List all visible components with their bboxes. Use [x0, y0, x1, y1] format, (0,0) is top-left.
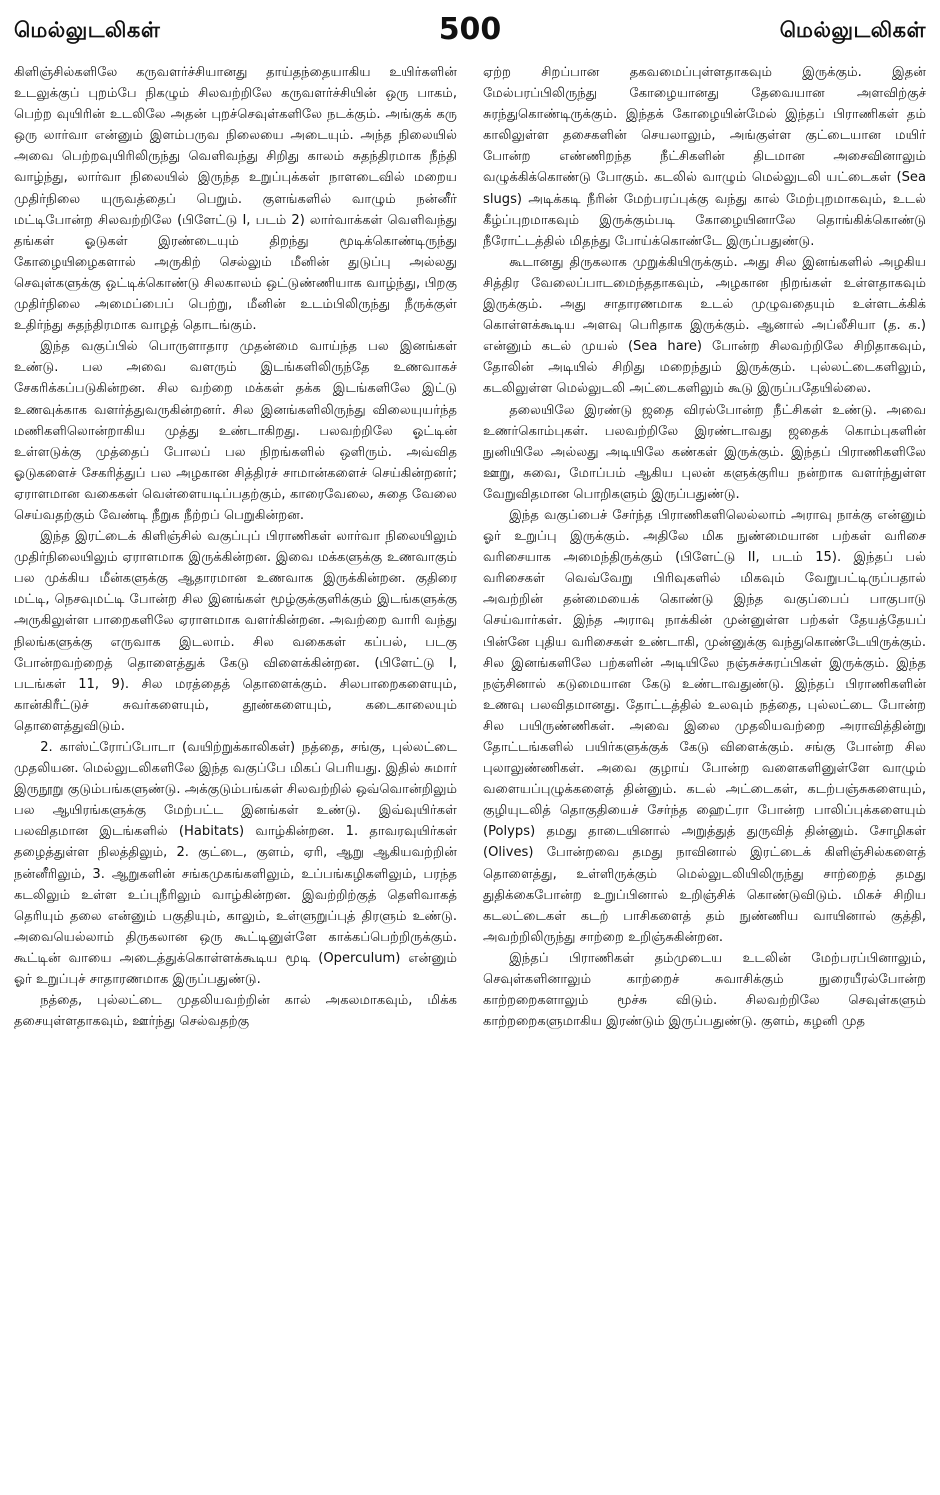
left-column — [14, 62, 457, 1487]
paragraph: 2. காஸ்ட்ரோப்போடா (வயிற்றுக்காலிகள்) நத்தை, சங்கு, புல்லட்டை முதலியன. மெல்லுடலிகளிலே இந்த வகுப்பே மிகப் பெரியது. இதில் சுமார் இருநூறு குடும்பங்களுண்டு. அக்குடும்பங்கள் சிலவற்றில் ஒவ்வொன்றிலும் பல ஆயிரங்களுக்கு மேற்பட்ட இனங்கள் உண்டு. இவ்வுயிர்கள் பலவிதமான இடங்களில் (Habitats) வாழ்கின்றன. 1. தாவரவுயிர்கள் தழைத்துள்ள நிலத்திலும், 2. குட்டை, குளம், ஏரி, ஆறு ஆகியவற்றின் நன்னீரிலும், 3. ஆறுகளின் சங்கமுகங்களிலும், உப்பங்கழிகளிலும், பரந்த கடலிலும் உள்ள உப்புநீரிலும் வாழ்கின்றன. இவற்றிற்குத் தெளிவாகத் தெரியும் தலை என்னும் பகுதியும், காலும், உள்ளுறுப்புத் திரளும் உண்டு. அவையெல்லாம் திருகலான ஒரு கூட்டினுள்ளே காக்கப்பெற்றிருக்கும். கூட்டின் வாயை அடைத்துக்கொள்ளக்கூடிய மூடி (Operculum) என்னும் ஓர் உறுப்புச் சாதாரணமாக இருப்பதுண்டு. — [14, 740, 457, 988]
paragraph: இந்த இரட்டைக் கிளிஞ்சில் வகுப்புப் பிராணிகள் லார்வா நிலையிலும் முதிர்நிலையிலும் ஏராளமாக இருக்கின்றன. இவை மக்களுக்கு உணவாகும் பல முக்கிய மீன்களுக்கு ஆதாரமான உணவாக இருக்கின்றன. குதிரை மட்டி, நெசவுமட்டி போன்ற சில இனங்கள் மூழ்குக்குளிக்கும் இடங்களுக்கு அருகிலுள்ள பாறைகளிலே ஏராளமாக வளர்கின்றன. அவற்றை வாரி வந்து நிலங்களுக்கு எருவாக இடலாம். சில வகைகள் கப்பல், படகு போன்றவற்றைத் தொளைத்துக் கேடு விளைக்கின்றன. (பிளேட்டு I, படங்கள் 11, 9). சில மரத்தைத் தொளைக்கும். சிலபாறைகளையும், கான்கிரீட்டுச் சுவர்களையும், தூண்களையும், கடைகாலையும் தொளைத்துவிடும். — [14, 529, 457, 734]
paragraph: ஏற்ற சிறப்பான தகவமைப்புள்ளதாகவும் இருக்கும். இதன் மேல்பரப்பிலிருந்து கோழையானது தேவையான அளவிற்குச் சுரந்துகொண்டிருக்கும். இந்தக் கோழையின்மேல் இந்தப் பிராணிகள் தம் காலிலுள்ள தசைகளின் செயலாலும், அங்குள்ள குட்டையான மயிர் போன்ற எண்ணிறந்த நீட்சிகளின் திடமான அசைவினாலும் வழுக்கிக்கொண்டு போகும். கடலில் வாழும் மெல்லுடலி யட்டைகள் (Sea slugs) அடிக்கடி நீரின் மேற்பரப்புக்கு வந்து கால் மேற்புறமாகவும், உடல் கீழ்ப்புறமாகவும் இருக்கும்படி கோழையினாலே தொங்கிக்கொண்டு நீரோட்டத்தில் மிதந்து போய்க்கொண்டே இருப்பதுண்டு. — [483, 65, 926, 249]
paragraph: இந்த வகுப்பில் பொருளாதார முதன்மை வாய்ந்த பல இனங்கள் உண்டு. பல அவை வளரும் இடங்களிலிருந்தே உணவாகச் சேகரிக்கப்படுகின்றன. சில வற்றை மக்கள் தக்க இடங்களிலே இட்டு உணவுக்காக வளர்த்துவருகின்றனர். சில இனங்களிலிருந்து விலையுயர்ந்த மணிகளிலொன்றாகிய முத்து உண்டாகிறது. பலவற்றிலே ஓட்டின் உள்ளடுக்கு முத்தைப் போலப் பல நிறங்களில் ஒளிரும். அவ்வித ஓடுகளைச் சேகரித்துப் பல அழகான சித்திரச் சாமான்களைச் செய்கின்றனர்; ஏராளமான வகைகள் வெள்ளையடிப்பதற்கும், காரைவேலை, சுதை வேலை செய்வதற்கும் வேண்டி நீறுக நீற்றப் பெறுகின்றன. — [14, 339, 457, 523]
paragraph: கூடானது திருகலாக முறுக்கியிருக்கும். அது சில இனங்களில் அழகிய சித்திர வேலைப்பாடமைந்ததாகவும், அழகான நிறங்கள் உள்ளதாகவும் இருக்கும். அது சாதாரணமாக உடல் முழுவதையும் உள்ளடக்கிக் கொள்ளக்கூடிய அளவு பெரிதாக இருக்கும். ஆனால் அப்லீசியா (த. க.) என்னும் கடல் முயல் (Sea hare) போன்ற சிலவற்றிலே சிறிதாகவும், தோலின் அடியில் சிறிது மறைந்தும் இருக்கும். புல்லட்டைகளிலும், கடலிலுள்ள மெல்லுடலி அட்டைகளிலும் கூடு இருப்பதேயில்லை. — [483, 254, 926, 397]
paragraph: கிளிஞ்சில்களிலே கருவளர்ச்சியானது தாய்தந்தையாகிய உயிர்களின் உடலுக்குப் புறம்பே நிகழும் சிலவற்றிலே கருவளர்ச்சியின் ஒரு பாகம், பெற்ற வுயிரின் உடலிலே அதன் புறச்செவுள்களிலே நடக்கும். அங்குக் கரு ஒரு லார்வா என்னும் இளம்பருவ நிலையை அடையும். அந்த நிலையில் அவை பெற்றவுயிரிலிருந்து வெளிவந்து சிறிது காலம் சுதந்திரமாக நீந்தி வாழ்ந்து, லார்வா நிலையில் இருந்த உறுப்புக்கள் நாளடைவில் மறைய முதிர்நிலை யுருவத்தைப் பெறும். குளங்களில் வாழும் நன்னீர் மட்டிபோன்ற சிலவற்றிலே (பிளேட்டு I, படம் 2) லார்வாக்கள் வெளிவந்து தங்கள் ஓடுகள் இரண்டையும் திறந்து மூடிக்கொண்டிருந்து கோழையிழைகளால் அருகிற் செல்லும் மீனின் துடுப்பு அல்லது செவுள்களுக்கு ஒட்டிக்கொண்டு சிலகாலம் ஒட்டுண்ணியாக வாழ்ந்து, பிறகு முதிர்நிலை அமைப்பைப் பெற்று, மீனின் உடம்பிலிருந்து நீருக்குள் உதிர்ந்து சுதந்திரமாக வாழத் தொடங்கும். — [14, 65, 457, 334]
running-head-right: மெல்லுடலிகள் — [779, 17, 926, 42]
right-column — [483, 62, 926, 1487]
paragraph: இந்த வகுப்பைச் சேர்ந்த பிராணிகளிலெல்லாம் அராவு நாக்கு என்னும் ஓர் உறுப்பு இருக்கும். அதிலே மிக நுண்மையான பற்கள் வரிசை வரிசையாக அமைந்திருக்கும் (பிளேட்டு II, படம் 15). இந்தப் பல் வரிசைகள் வெவ்வேறு பிரிவுகளில் மிகவும் வேறுபட்டிருப்பதால் அவற்றின் தன்மையைக் கொண்டு இந்த வகுப்பைப் பாகுபாடு செய்வார்கள். இந்த அராவு நாக்கின் முன்னுள்ள பற்கள் தேயத்தேயப் பின்னே புதிய வரிசைகள் உண்டாகி, முன்னுக்கு வந்துகொண்டேயிருக்கும். சில இனங்களிலே பற்களின் அடியிலே நஞ்சுச்சுரப்பிகள் இருக்கும். இந்த நஞ்சினால் கடுமையான கேடு உண்டாவதுண்டு. இந்தப் பிராணிகளின் உணவு பலவிதமானது. தோட்டத்தில் உலவும் நத்தை, புல்லட்டை போன்ற சில பயிருண்ணிகள். அவை இலை முதலியவற்றை அராவித்தின்று தோட்டங்களில் பயிர்களுக்குக் கேடு விளைக்கும். சங்கு போன்ற சில புலாலுண்ணிகள். அவை குழாய் போன்ற வளைகளினுள்ளே வாழும் வளையப்புழுக்களைத் தின்னும். கடல் அட்டைகள், கடற்பஞ்சுகளையும், குழியுடலித் தொகுதியைச் சேர்ந்த ஹைட்ரா போன்ற பாலிப்புக்களையும் (Polyps) தமது தாடையினால் அறுத்துத் துருவித் தின்னும். சோழிகள் (Olives) போன்றவை தமது நாவினால் இரட்டைக் கிளிஞ்சில்களைத் தொளைத்து, உள்ளிருக்கும் மெல்லுடலியிலிருந்து சாற்றைத் தமது துதிக்கைபோன்ற உறுப்பினால் உறிஞ்சிக் கொண்டுவிடும். மிகச் சிறிய கடலட்டைகள் கடற் பாசிகளைத் தம் நுண்ணிய வாயினால் குத்தி, அவற்றிலிருந்து சாற்றை உறிஞ்சுகின்றன. — [483, 507, 926, 945]
paragraph: தலையிலே இரண்டு ஜதை விரல்போன்ற நீட்சிகள் உண்டு. அவை உணர்கொம்புகள். பலவற்றிலே இரண்டாவது ஜதைக் கொம்புகளின் நுனியிலே அல்லது அடியிலே கண்கள் இருக்கும். இந்தப் பிராணிகளிலே ஊறு, சுவை, மோப்பம் ஆகிய புலன் களுக்குரிய நன்றாக வளர்ந்துள்ள வேறுவிதமான பொறிகளும் இருப்பதுண்டு. — [483, 402, 926, 502]
page-number: 500 — [438, 12, 502, 47]
text-columns — [14, 62, 926, 1487]
page-header — [14, 0, 926, 62]
running-head-left: மெல்லுடலிகள் — [14, 17, 161, 42]
paragraph: நத்தை, புல்லட்டை முதலியவற்றின் கால் அகலமாகவும், மிக்க தசையுள்ளதாகவும், ஊர்ந்து செல்வதற்கு — [14, 993, 457, 1030]
paragraph: இந்தப் பிராணிகள் தம்முடைய உடலின் மேற்பரப்பினாலும், செவுள்களினாலும் காற்றைச் சுவாசிக்கும் நுரையீரல்போன்ற காற்றறைகளாலும் மூச்சு விடும். சிலவற்றிலே செவுள்களும் காற்றறைகளுமாகிய இரண்டும் இருப்பதுண்டு. குளம், கழனி முத — [483, 950, 926, 1030]
